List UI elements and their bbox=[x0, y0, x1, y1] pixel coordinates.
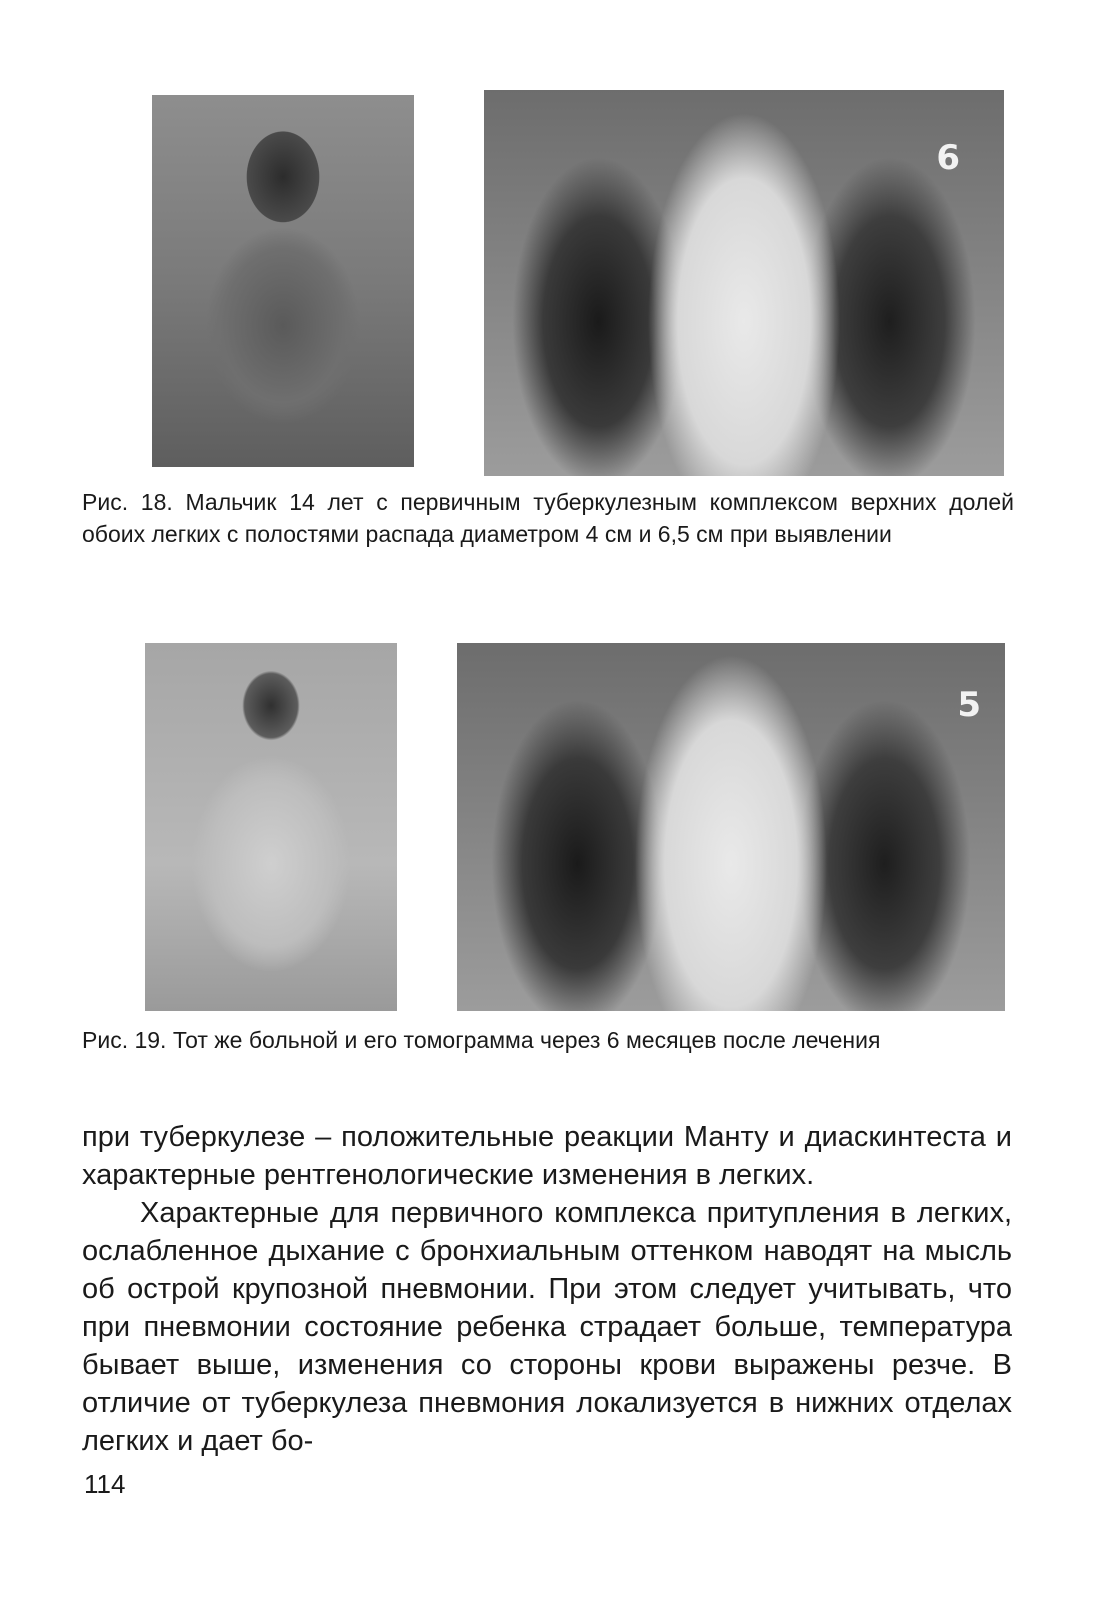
body-text bbox=[82, 1118, 1012, 1460]
figure-18-photo-boy bbox=[152, 95, 414, 467]
figure-19-caption: Рис. 19. Тот же больной и его томограмма через 6 месяцев после лечения bbox=[82, 1027, 881, 1053]
figure-18-xray-marker: 6 bbox=[936, 138, 960, 178]
body-paragraph-2: Характерные для первичного комплекса притупления в легких, ослабленное дыхание с бронхиальным оттенком наводят на мысль об острой крупозной пневмонии. При этом следует учитывать, что при пневмонии состояние ребенка страдает больше, температура бывает выше, изменения со стороны крови выражены резче. В отличие от туберкулеза пневмония локализуется в нижних отделах легких и дает бо- bbox=[82, 1197, 1012, 1457]
figure-19-xray bbox=[457, 643, 1005, 1011]
body-paragraph-1: при туберкулезе – положительные реакции Манту и диаскинтеста и характерные рентгенологические изменения в легких. bbox=[82, 1121, 1012, 1191]
figure-19-xray-marker: 5 bbox=[957, 685, 981, 725]
figure-19-photo-boy bbox=[145, 643, 397, 1011]
figure-18-caption: Рис. 18. Мальчик 14 лет с первичным туберкулезным комплексом верхних долей обоих легких с полостями распада диаметром 4 см и 6,5 см при выявлении bbox=[82, 489, 1014, 547]
page-number: 114 bbox=[84, 1469, 126, 1499]
figure-18-xray bbox=[484, 90, 1004, 476]
